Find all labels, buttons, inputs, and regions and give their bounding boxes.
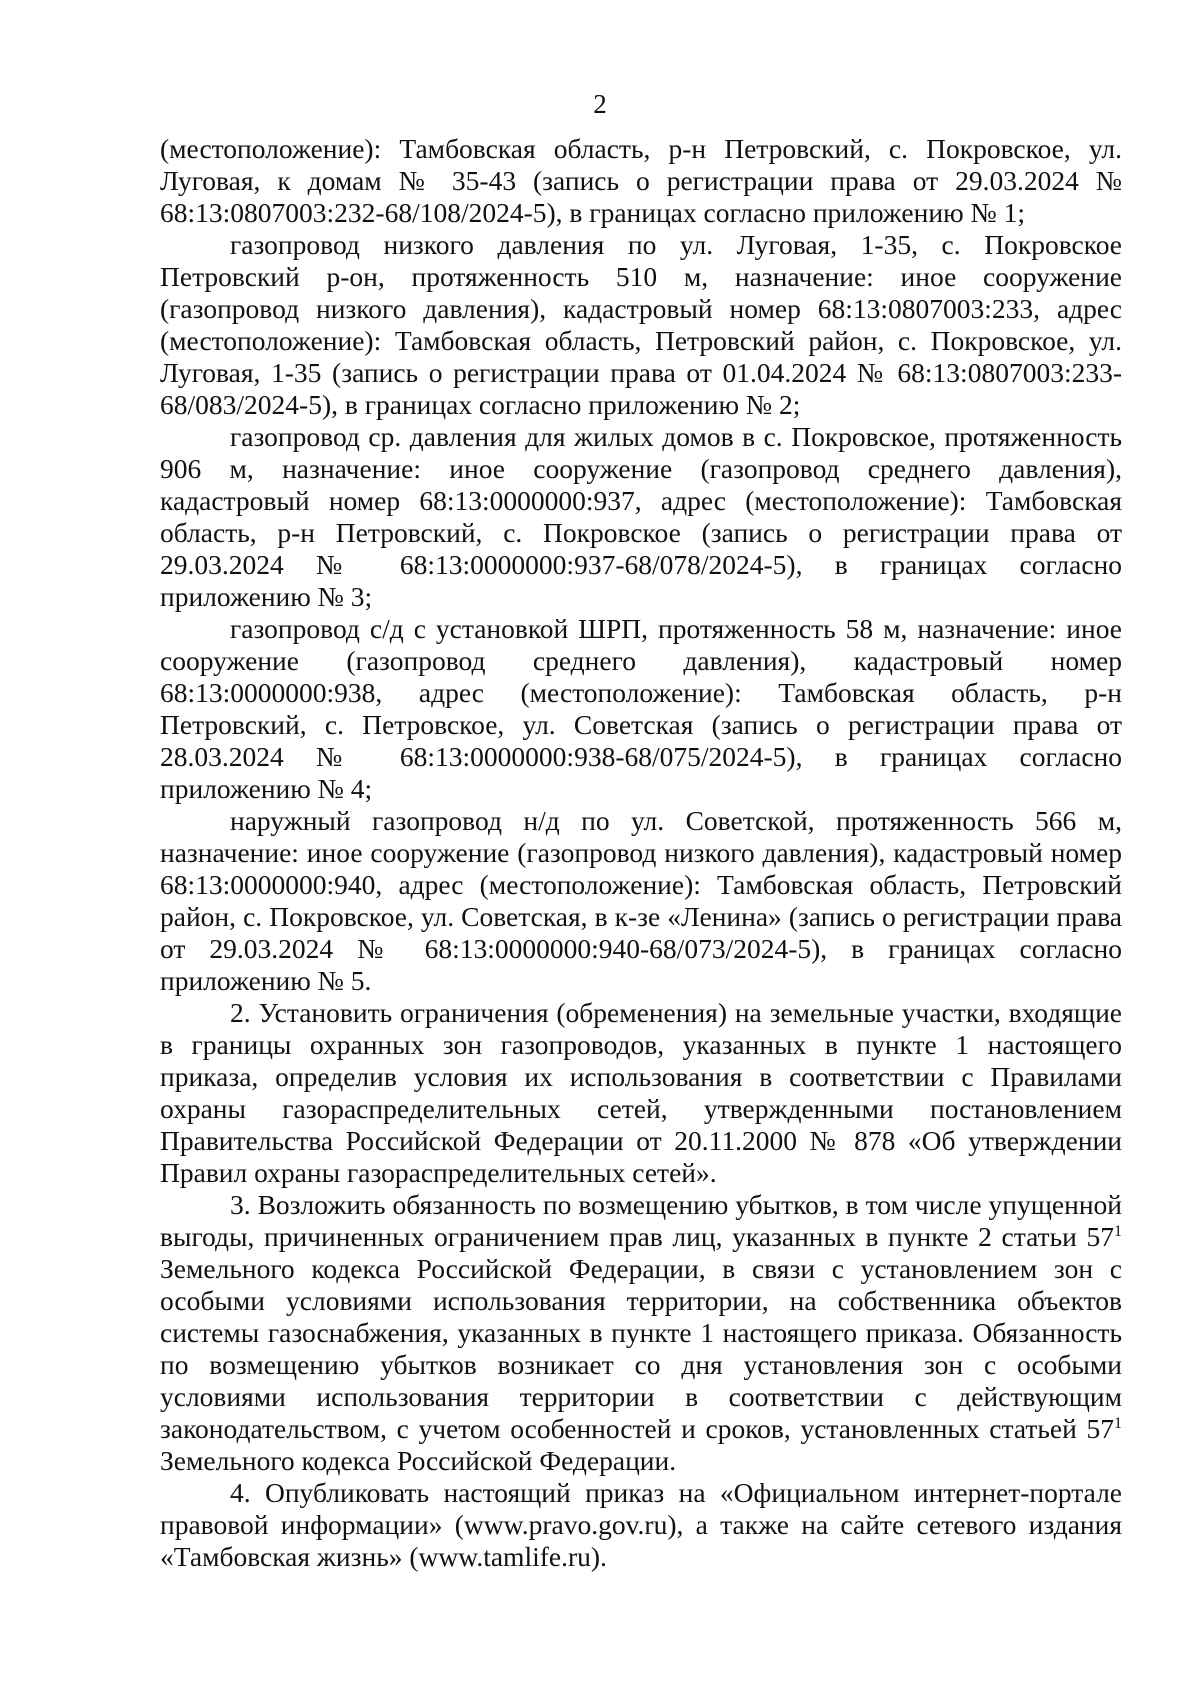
- document-body: [160, 133, 1122, 1573]
- paragraph-item-2: газопровод низкого давления по ул. Луговая, 1-35, с. Покровское Петровский р-он, протяженность 510 м, назначение: иное сооружение (газопровод низкого давления), кадастровый номер 68:13:0807003:233, адрес (местоположение): Тамбовская область, Петровский район, с. Покровское, ул. Луговая, 1-35 (запись о регистрации права от 01.04.2024 № 68:13:0807003:233-68/083/2024-5), в границах согласно приложению № 2;: [160, 229, 1122, 420]
- superscript-1: 1: [1114, 1414, 1122, 1432]
- clause-3-text-b: Земельного кодекса Российской Федерации, в связи с установлением зон с особыми условиями использования территории, на собственника объектов системы газоснабжения, указанных в пункте 1 настоящего приказа. Обязанность по возмещению убытков возникает со дня установления зон с особыми условиями использования территории в соответствии с действующим законодательством, с учетом особенностей и сроков, установленных статьей 57: [160, 1253, 1122, 1444]
- clause-3-text-c: Земельного кодекса Российской Федерации.: [160, 1445, 677, 1476]
- paragraph-item-5: наружный газопровод н/д по ул. Советской, протяженность 566 м, назначение: иное сооружение (газопровод низкого давления), кадастровый номер 68:13:0000000:940, адрес (местоположение): Тамбовская область, Петровский район, с. Покровское, ул. Советская, в к-зе «Ленина» (запись о регистрации права от 29.03.2024 № 68:13:0000000:940-68/073/2024-5), в границах согласно приложению № 5.: [160, 805, 1122, 996]
- superscript-1: 1: [1114, 1222, 1122, 1240]
- paragraph-item-1-continuation: (местоположение): Тамбовская область, р-н Петровский, с. Покровское, ул. Луговая, к домам № 35-43 (запись о регистрации права от 29.03.2024 № 68:13:0807003:232-68/108/2024-5), в границах согласно приложению № 1;: [160, 133, 1122, 228]
- paragraph-clause-4: 4. Опубликовать настоящий приказ на «Официальном интернет-портале правовой информации» (www.pravo.gov.ru), а также на сайте сетевого издания «Тамбовская жизнь» (www.tamlife.ru).: [160, 1477, 1122, 1572]
- paragraph-item-4: газопровод с/д с установкой ШРП, протяженность 58 м, назначение: иное сооружение (газопровод среднего давления), кадастровый номер 68:13:0000000:938, адрес (местоположение): Тамбовская область, р-н Петровский, с. Петровское, ул. Советская (запись о регистрации права от 28.03.2024 № 68:13:0000000:938-68/075/2024-5), в границах согласно приложению № 4;: [160, 613, 1122, 804]
- page-number: 2: [593, 89, 607, 119]
- paragraph-clause-3: [160, 1189, 1122, 1477]
- clause-3-text-a: 3. Возложить обязанность по возмещению убытков, в том числе упущенной выгоды, причиненных ограничением прав лиц, указанных в пункте 2 статьи 57: [160, 1189, 1122, 1252]
- paragraph-item-3: газопровод ср. давления для жилых домов в с. Покровское, протяженность 906 м, назначение: иное сооружение (газопровод среднего давления), кадастровый номер 68:13:0000000:937, адрес (местоположение): Тамбовская область, р-н Петровский, с. Покровское (запись о регистрации права от 29.03.2024 № 68:13:0000000:937-68/078/2024-5), в границах согласно приложению № 3;: [160, 421, 1122, 612]
- paragraph-clause-2: 2. Установить ограничения (обременения) на земельные участки, входящие в границы охранных зон газопроводов, указанных в пункте 1 настоящего приказа, определив условия их использования в соответствии с Правилами охраны газораспределительных сетей, утвержденными постановлением Правительства Российской Федерации от 20.11.2000 № 878 «Об утверждении Правил охраны газораспределительных сетей».: [160, 997, 1122, 1188]
